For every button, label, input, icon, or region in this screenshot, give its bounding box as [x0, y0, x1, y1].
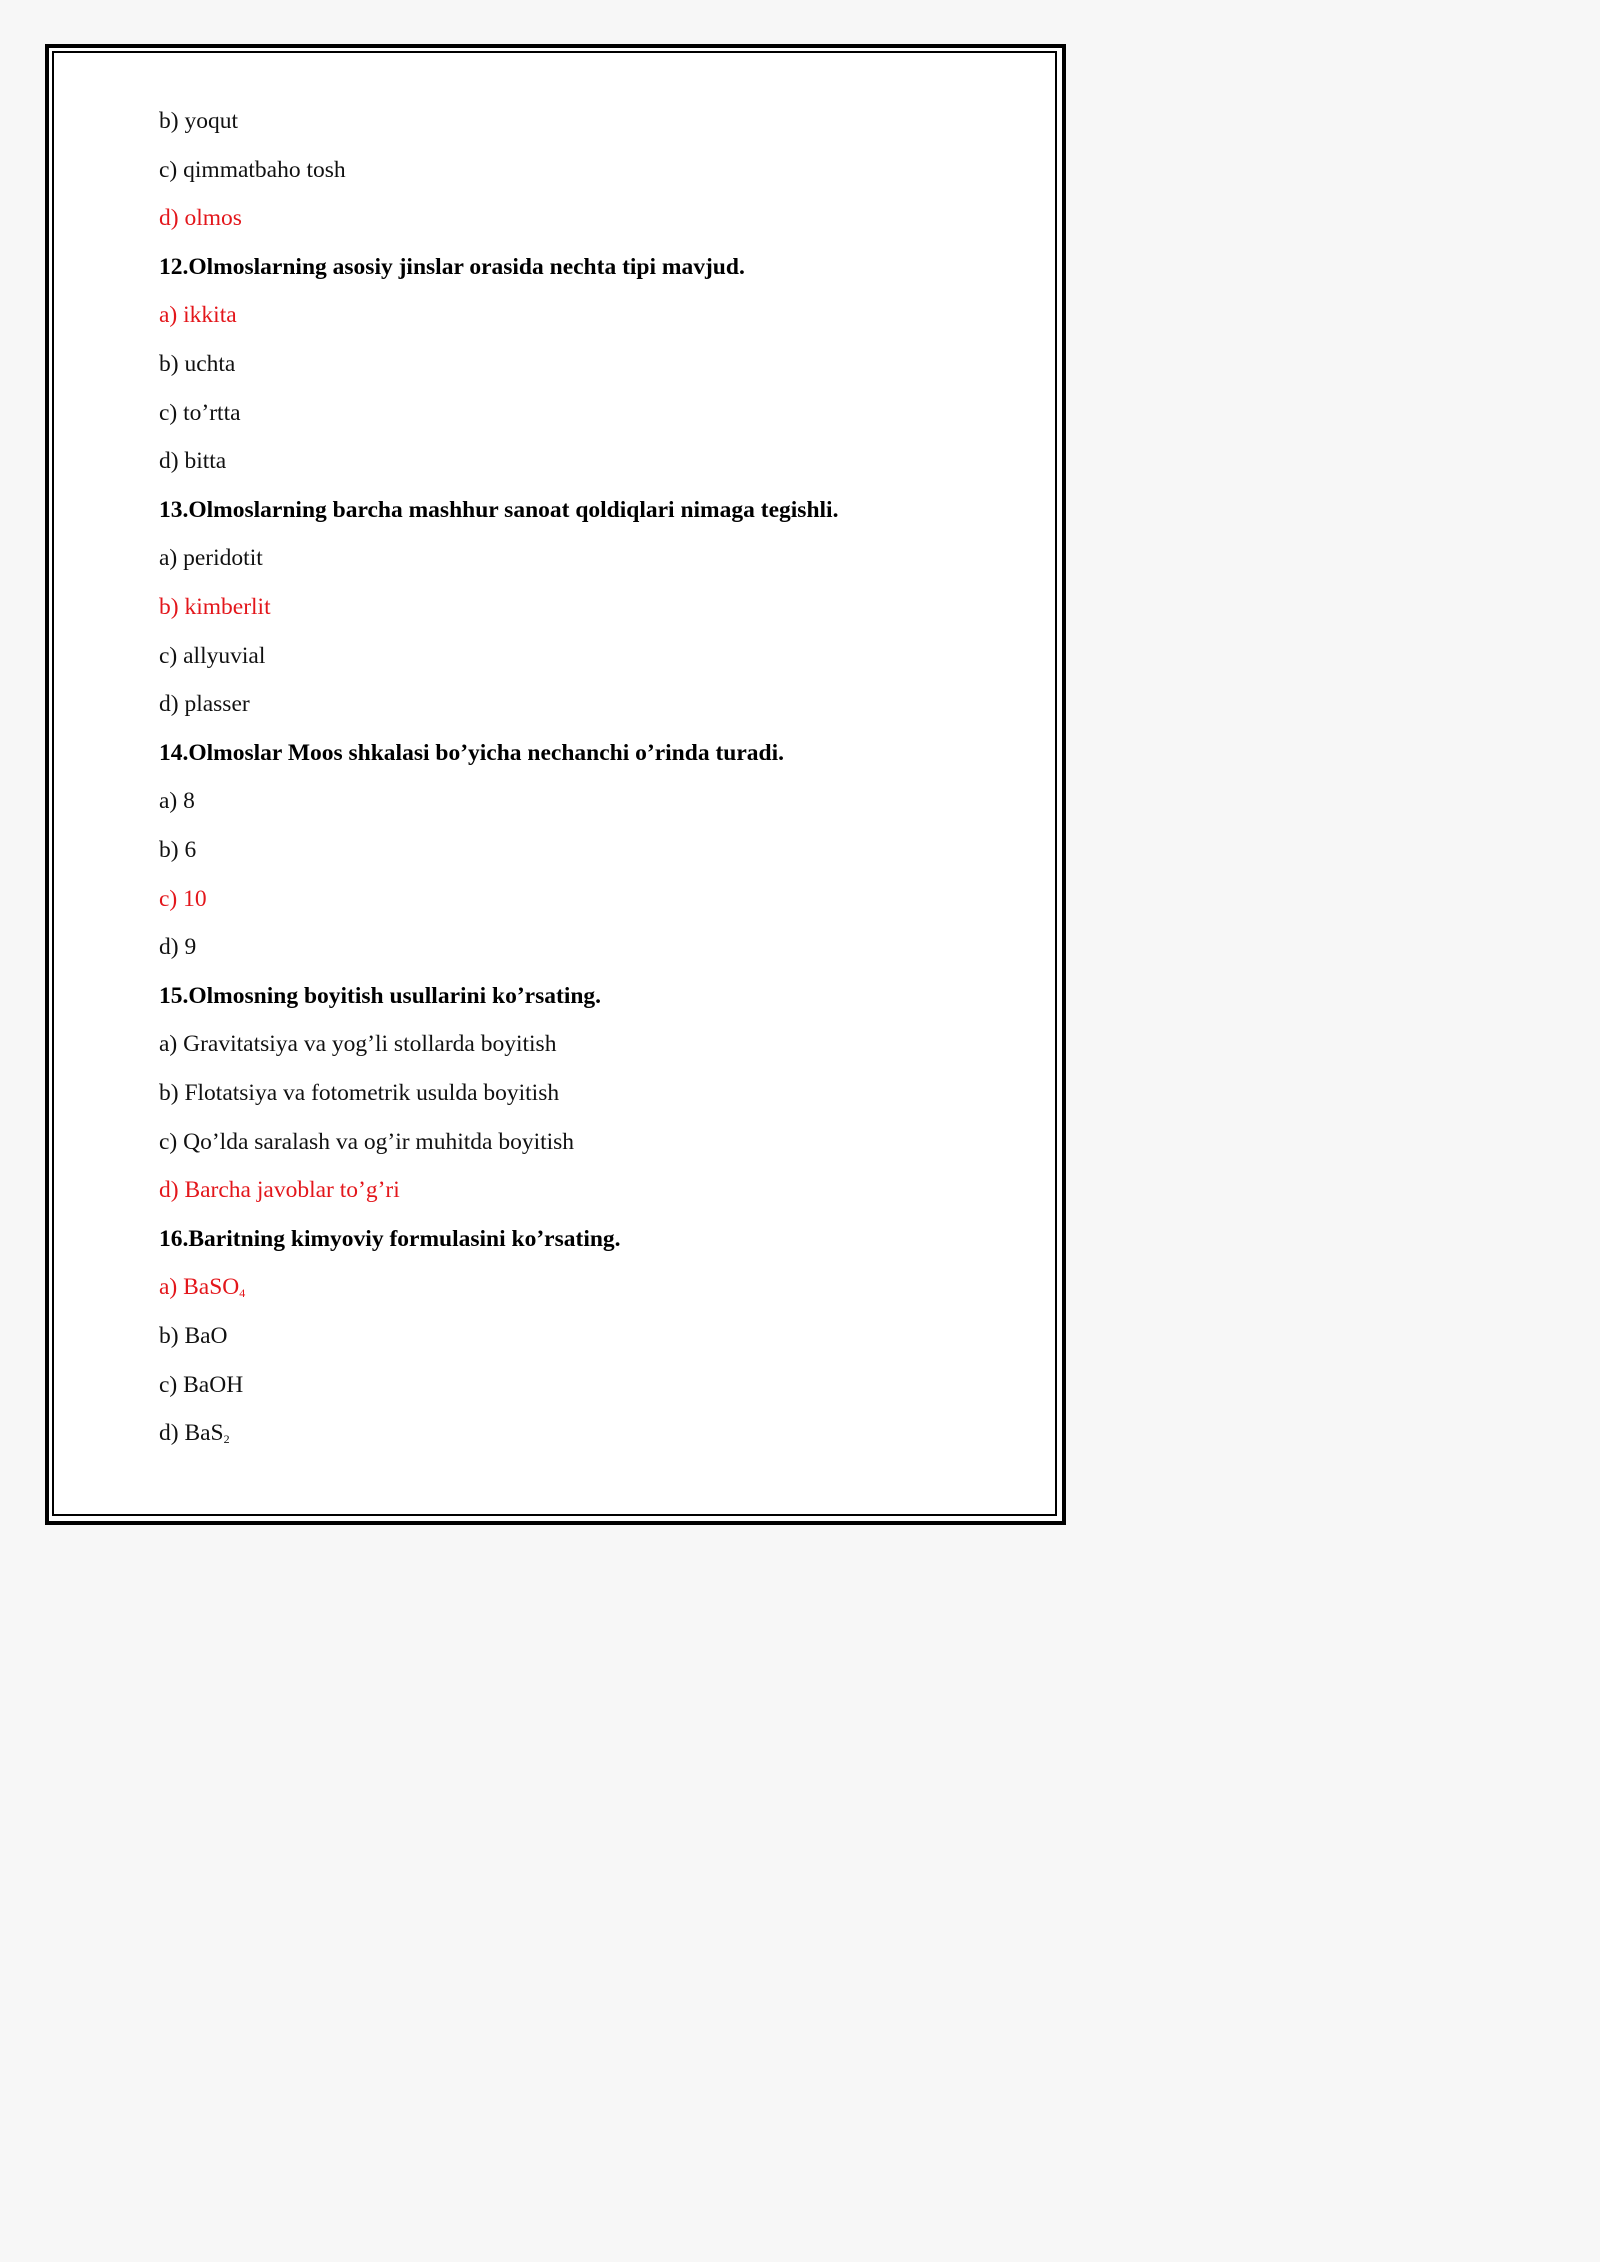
correct-answer-d-olmos: d) olmos	[159, 205, 242, 231]
option-b-6: b) 6	[159, 837, 197, 863]
option-a-peridotit: a) peridotit	[159, 545, 263, 571]
option-a-gravitatsiya: a) Gravitatsiya va yog’li stollarda boyitish	[159, 1031, 557, 1057]
question-13: 13.Olmoslarning barcha mashhur sanoat qoldiqlari nimaga tegishli.	[159, 497, 839, 523]
correct-answer-b-kimberlit: b) kimberlit	[159, 594, 271, 620]
option-b-uchta: b) uchta	[159, 351, 236, 377]
question-14: 14.Olmoslar Moos shkalasi bo’yicha nechanchi o’rinda turadi.	[159, 740, 784, 766]
option-c-allyuvial: c) allyuvial	[159, 643, 266, 669]
option-c-tortta: c) to’rtta	[159, 400, 241, 426]
option-d-9: d) 9	[159, 934, 197, 960]
correct-answer-c-10: c) 10	[159, 886, 207, 912]
option-c-qimmatbaho-tosh: c) qimmatbaho tosh	[159, 157, 346, 183]
option-b-bao: b) BaO	[159, 1323, 228, 1349]
option-d-bas2: d) BaS$_2$	[159, 1420, 230, 1446]
question-12: 12.Olmoslarning asosiy jinslar orasida nechta tipi mavjud.	[159, 254, 745, 280]
option-d-plasser: d) plasser	[159, 691, 250, 717]
question-15: 15.Olmosning boyitish usullarini ko’rsating.	[159, 983, 602, 1009]
option-c-baoh: c) BaOH	[159, 1372, 244, 1398]
question-16: 16.Baritning kimyoviy formulasini ko’rsating.	[159, 1226, 621, 1252]
document-page	[0, 0, 1109, 1568]
correct-answer-d-barcha-javoblar: d) Barcha javoblar to’g’ri	[159, 1177, 400, 1203]
option-d-bitta: d) bitta	[159, 448, 227, 474]
correct-answer-a-baso4: a) BaSO$_4$	[159, 1274, 246, 1300]
option-b-flotatsiya: b) Flotatsiya va fotometrik usulda boyitish	[159, 1080, 560, 1106]
option-c-qolda-saralash: c) Qo’lda saralash va og’ir muhitda boyitish	[159, 1129, 575, 1155]
option-b-yoqut: b) yoqut	[159, 108, 238, 134]
correct-answer-a-ikkita: a) ikkita	[159, 302, 237, 328]
option-a-8: a) 8	[159, 788, 195, 814]
